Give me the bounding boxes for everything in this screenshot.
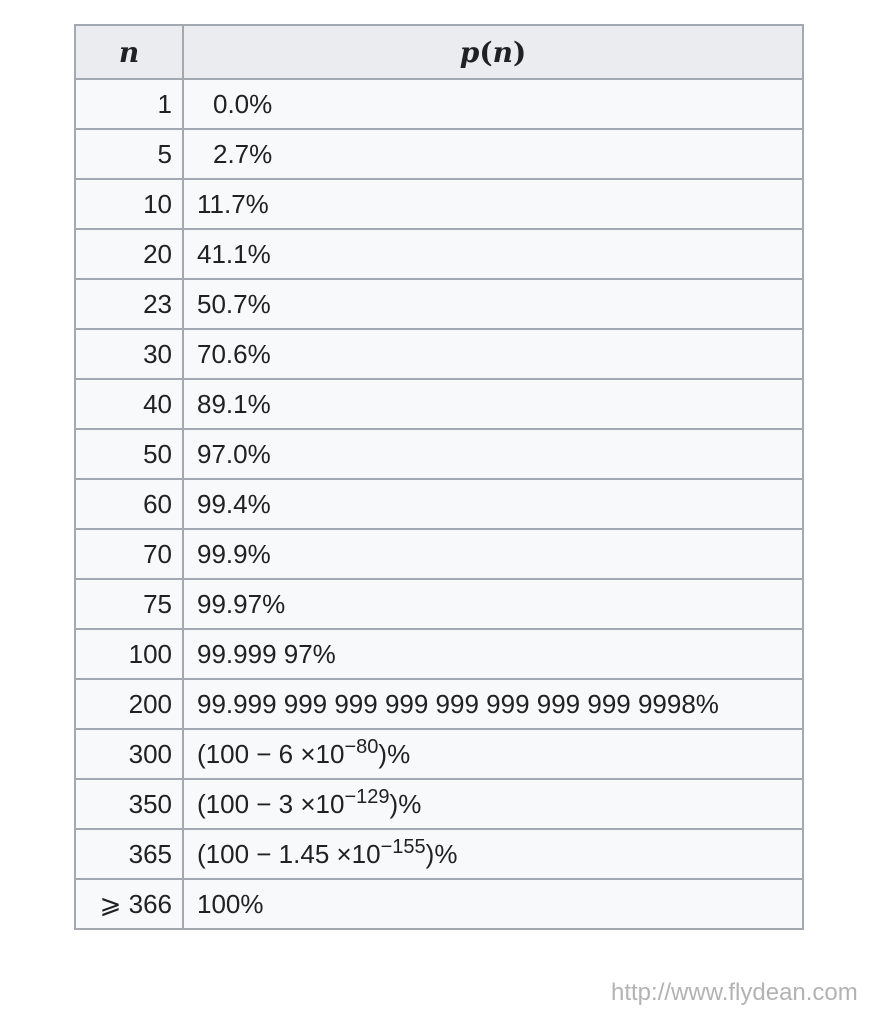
table-row [75, 179, 803, 229]
cell-n: ⩾ 366 [75, 879, 183, 929]
header-n [75, 25, 183, 79]
cell-n: 20 [75, 229, 183, 279]
cell-p: 99.97% [183, 579, 803, 629]
cell-p [183, 779, 803, 829]
cell-p: 99.999 97% [183, 629, 803, 679]
header-n-label: n [118, 35, 140, 69]
cell-n: 10 [75, 179, 183, 229]
table-row [75, 79, 803, 129]
table-header-row [75, 25, 803, 79]
cell-p [183, 829, 803, 879]
table-row [75, 229, 803, 279]
cell-p: 97.0% [183, 429, 803, 479]
cell-p: 2.7% [183, 129, 803, 179]
table-row [75, 529, 803, 579]
watermark-text: http://www.flydean.com [611, 979, 858, 1006]
cell-p: 41.1% [183, 229, 803, 279]
table-row [75, 679, 803, 729]
cell-p-end: )% [389, 788, 422, 819]
cell-p-base: (100 − 3 ×10 [197, 788, 345, 819]
table-row [75, 879, 803, 929]
cell-p: 0.0% [183, 79, 803, 129]
cell-n: 40 [75, 379, 183, 429]
table-row [75, 279, 803, 329]
cell-n: 75 [75, 579, 183, 629]
cell-p: 70.6% [183, 329, 803, 379]
cell-p: 50.7% [183, 279, 803, 329]
header-p-var: n [492, 35, 513, 69]
cell-n: 300 [75, 729, 183, 779]
cell-n: 5 [75, 129, 183, 179]
cell-n: 1 [75, 79, 183, 129]
cell-n: 50 [75, 429, 183, 479]
cell-p: 11.7% [183, 179, 803, 229]
cell-p-exponent: −80 [344, 735, 379, 758]
table-row [75, 429, 803, 479]
table-row [75, 579, 803, 629]
cell-n: 60 [75, 479, 183, 529]
header-p-prefix: p [459, 35, 480, 69]
header-p-close: ) [512, 35, 527, 69]
cell-n: 350 [75, 779, 183, 829]
cell-p: 99.9% [183, 529, 803, 579]
table-row [75, 379, 803, 429]
cell-p-exponent: −129 [344, 785, 390, 808]
cell-n: 200 [75, 679, 183, 729]
cell-n: 70 [75, 529, 183, 579]
table-row [75, 329, 803, 379]
cell-p-exponent: −155 [380, 835, 426, 858]
cell-p: 100% [183, 879, 803, 929]
table-row [75, 129, 803, 179]
cell-p-end: )% [378, 738, 411, 769]
cell-p-base: (100 − 6 ×10 [197, 738, 345, 769]
table-row [75, 729, 803, 779]
cell-n: 30 [75, 329, 183, 379]
cell-p-base: (100 − 1.45 ×10 [197, 838, 381, 869]
table-row [75, 779, 803, 829]
table-row [75, 479, 803, 529]
probability-table [74, 24, 804, 930]
cell-n: 23 [75, 279, 183, 329]
cell-n: 365 [75, 829, 183, 879]
table-row [75, 829, 803, 879]
cell-n: 100 [75, 629, 183, 679]
cell-p: 89.1% [183, 379, 803, 429]
cell-p: 99.4% [183, 479, 803, 529]
cell-p [183, 729, 803, 779]
table-row [75, 629, 803, 679]
cell-p-end: )% [425, 838, 458, 869]
header-p-open: ( [479, 35, 493, 69]
cell-p: 99.999 999 999 999 999 999 999 999 9998% [183, 679, 803, 729]
header-p [183, 25, 803, 79]
